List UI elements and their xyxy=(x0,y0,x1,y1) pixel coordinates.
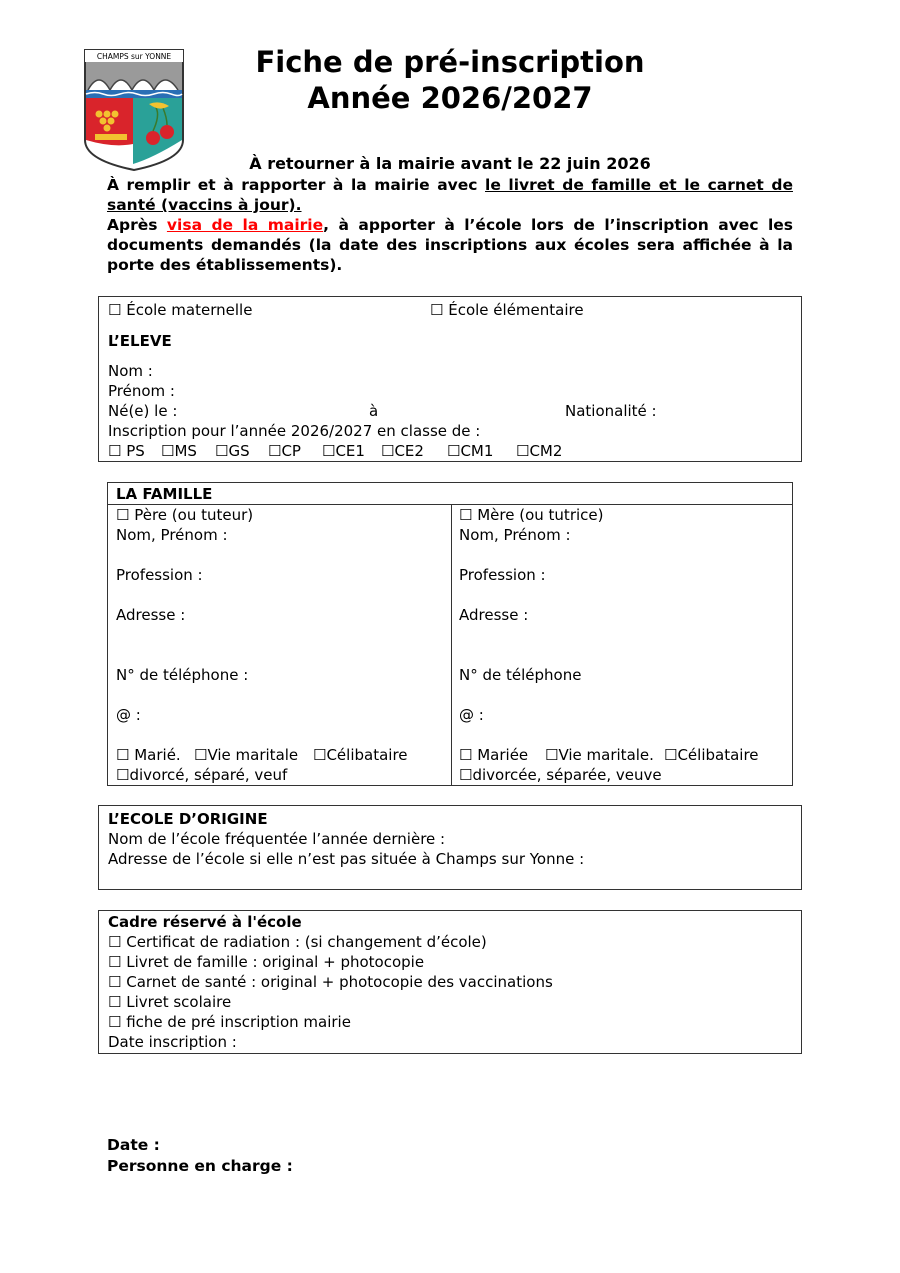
status-label: divorcé, séparé, veuf xyxy=(129,766,288,784)
class-label: CM2 xyxy=(529,442,563,460)
eleve-birthdate-field[interactable]: Né(e) le : xyxy=(108,402,178,420)
checkbox-icon[interactable]: ☐ xyxy=(381,442,395,460)
eleve-birthplace-field[interactable]: à xyxy=(369,402,379,420)
eleve-nom-field[interactable]: Nom : xyxy=(108,362,153,380)
checkbox-icon[interactable]: ☐ xyxy=(108,442,122,460)
class-label: CP xyxy=(281,442,301,460)
checkbox-icon[interactable]: ☐ xyxy=(545,746,559,764)
origine-school-name-field[interactable]: Nom de l’école fréquentée l’année dernière : xyxy=(108,830,446,848)
class-option-gs[interactable] xyxy=(215,441,250,461)
fill-instructions-prefix: À remplir et à rapporter à la mairie avec xyxy=(107,176,486,194)
mere-telephone-field[interactable]: N° de téléphone xyxy=(459,666,582,684)
pere-status-married[interactable] xyxy=(116,745,181,765)
mere-status-celibataire[interactable] xyxy=(664,745,759,765)
eleve-nationality-field[interactable]: Nationalité : xyxy=(565,402,657,420)
checkbox-icon[interactable]: ☐ xyxy=(459,506,473,524)
famille-section xyxy=(107,482,793,786)
mere-profession-field[interactable]: Profession : xyxy=(459,566,546,584)
page-title: Fiche de pré-inscription xyxy=(255,45,645,79)
checkbox-icon[interactable]: ☐ xyxy=(268,442,282,460)
pere-nom-field[interactable]: Nom, Prénom : xyxy=(116,526,228,544)
checkbox-icon[interactable]: ☐ xyxy=(161,442,175,460)
checkbox-icon[interactable]: ☐ xyxy=(108,301,122,319)
mere-email-field[interactable]: @ : xyxy=(459,706,484,724)
checkbox-icon[interactable]: ☐ xyxy=(664,746,678,764)
page-subtitle-year: Année 2026/2027 xyxy=(307,81,593,115)
pere-title: Père (ou tuteur) xyxy=(134,506,254,524)
cadre-item-fiche-mairie[interactable] xyxy=(108,1012,351,1032)
cadre-item-label: Certificat de radiation : (si changement d’école) xyxy=(126,933,487,951)
status-label: Marié. xyxy=(134,746,181,764)
status-label: divorcée, séparée, veuve xyxy=(472,766,662,784)
fill-instructions xyxy=(107,175,793,215)
checkbox-icon[interactable]: ☐ xyxy=(116,506,130,524)
cadre-item-livret-famille[interactable] xyxy=(108,952,424,972)
class-option-ps[interactable] xyxy=(108,441,145,461)
class-option-cm2[interactable] xyxy=(516,441,562,461)
class-option-cm1[interactable] xyxy=(447,441,493,461)
school-elementaire-label: École élémentaire xyxy=(448,301,584,319)
mere-title: Mère (ou tutrice) xyxy=(477,506,604,524)
mere-status-divorce[interactable] xyxy=(459,765,662,785)
cadre-section-title: Cadre réservé à l'école xyxy=(108,913,302,931)
checkbox-icon[interactable]: ☐ xyxy=(108,953,122,971)
famille-column-divider xyxy=(451,504,452,785)
class-label: GS xyxy=(228,442,250,460)
class-label: CE2 xyxy=(394,442,424,460)
fill-instructions-documents: le livret de famille et le carnet de santé (vaccins à jour). xyxy=(107,176,793,214)
checkbox-icon[interactable]: ☐ xyxy=(459,746,473,764)
after-rest: , à apporter à l’école lors de l’inscription avec les documents demandés (la date des inscriptions aux écoles sera affichée à la porte des établissements). xyxy=(107,216,793,274)
status-label: Vie maritale xyxy=(207,746,299,764)
status-label: Célibataire xyxy=(326,746,408,764)
footer-date-field[interactable]: Date : xyxy=(107,1136,160,1154)
eleve-inscription-label: Inscription pour l’année 2026/2027 en classe de : xyxy=(108,422,481,440)
cadre-item-livret-scolaire[interactable] xyxy=(108,992,231,1012)
cadre-item-label: Livret de famille : original + photocopie xyxy=(126,953,425,971)
cadre-item-label: Livret scolaire xyxy=(126,993,232,1011)
checkbox-icon[interactable]: ☐ xyxy=(459,766,473,784)
pere-adresse-field[interactable]: Adresse : xyxy=(116,606,186,624)
class-label: CM1 xyxy=(460,442,494,460)
mere-status-vie-maritale[interactable] xyxy=(545,745,654,765)
mere-option[interactable] xyxy=(459,505,603,525)
return-notice: À retourner à la mairie avant le 22 juin 2026 xyxy=(249,154,651,173)
class-option-ms[interactable] xyxy=(161,441,197,461)
checkbox-icon[interactable]: ☐ xyxy=(108,973,122,991)
origine-section-title: L’ECOLE D’ORIGINE xyxy=(108,810,268,828)
origine-section xyxy=(98,805,802,890)
eleve-section xyxy=(98,296,802,462)
class-option-ce1[interactable] xyxy=(322,441,365,461)
pere-status-vie-maritale[interactable] xyxy=(194,745,298,765)
mere-status-married[interactable] xyxy=(459,745,528,765)
mere-nom-field[interactable]: Nom, Prénom : xyxy=(459,526,571,544)
after-visa-instructions xyxy=(107,215,793,275)
checkbox-icon[interactable]: ☐ xyxy=(116,766,130,784)
checkbox-icon[interactable]: ☐ xyxy=(108,1013,122,1031)
school-maternelle-option[interactable] xyxy=(108,300,252,320)
checkbox-icon[interactable]: ☐ xyxy=(194,746,208,764)
cadre-item-certificat[interactable] xyxy=(108,932,487,952)
pere-telephone-field[interactable]: N° de téléphone : xyxy=(116,666,249,684)
pere-status-divorce[interactable] xyxy=(116,765,287,785)
checkbox-icon[interactable]: ☐ xyxy=(322,442,336,460)
visa-mairie-text: visa de la mairie xyxy=(166,216,324,234)
status-label: Mariée xyxy=(477,746,529,764)
checkbox-icon[interactable]: ☐ xyxy=(108,933,122,951)
school-maternelle-label: École maternelle xyxy=(126,301,253,319)
pere-option[interactable] xyxy=(116,505,253,525)
eleve-prenom-field[interactable]: Prénom : xyxy=(108,382,175,400)
status-label: Vie maritale. xyxy=(558,746,654,764)
checkbox-icon[interactable]: ☐ xyxy=(116,746,130,764)
cadre-item-label: fiche de pré inscription mairie xyxy=(126,1013,351,1031)
pere-profession-field[interactable]: Profession : xyxy=(116,566,203,584)
cadre-item-label: Carnet de santé : original + photocopie des vaccinations xyxy=(126,973,553,991)
checkbox-icon[interactable]: ☐ xyxy=(430,301,444,319)
checkbox-icon[interactable]: ☐ xyxy=(516,442,530,460)
after-prefix: Après xyxy=(107,216,167,234)
cadre-item-carnet-sante[interactable] xyxy=(108,972,553,992)
class-label: PS xyxy=(126,442,145,460)
pere-email-field[interactable]: @ : xyxy=(116,706,141,724)
checkbox-icon[interactable]: ☐ xyxy=(447,442,461,460)
checkbox-icon[interactable]: ☐ xyxy=(215,442,229,460)
pere-status-celibataire[interactable] xyxy=(313,745,408,765)
cadre-date-inscription-field[interactable]: Date inscription : xyxy=(108,1033,237,1051)
status-label: Célibataire xyxy=(677,746,759,764)
footer-personne-field[interactable]: Personne en charge : xyxy=(107,1157,293,1175)
class-label: CE1 xyxy=(335,442,365,460)
checkbox-icon[interactable]: ☐ xyxy=(108,993,122,1011)
cadre-ecole-section xyxy=(98,910,802,1054)
origine-school-address-field[interactable]: Adresse de l’école si elle n’est pas située à Champs sur Yonne : xyxy=(108,850,585,868)
class-option-ce2[interactable] xyxy=(381,441,424,461)
mere-adresse-field[interactable]: Adresse : xyxy=(459,606,529,624)
famille-section-title: LA FAMILLE xyxy=(116,485,213,503)
crest-label: CHAMPS sur YONNE xyxy=(96,52,172,61)
class-option-cp[interactable] xyxy=(268,441,301,461)
checkbox-icon[interactable]: ☐ xyxy=(313,746,327,764)
school-elementaire-option[interactable] xyxy=(430,300,584,320)
class-label: MS xyxy=(174,442,197,460)
eleve-section-title: L’ELEVE xyxy=(108,332,172,350)
